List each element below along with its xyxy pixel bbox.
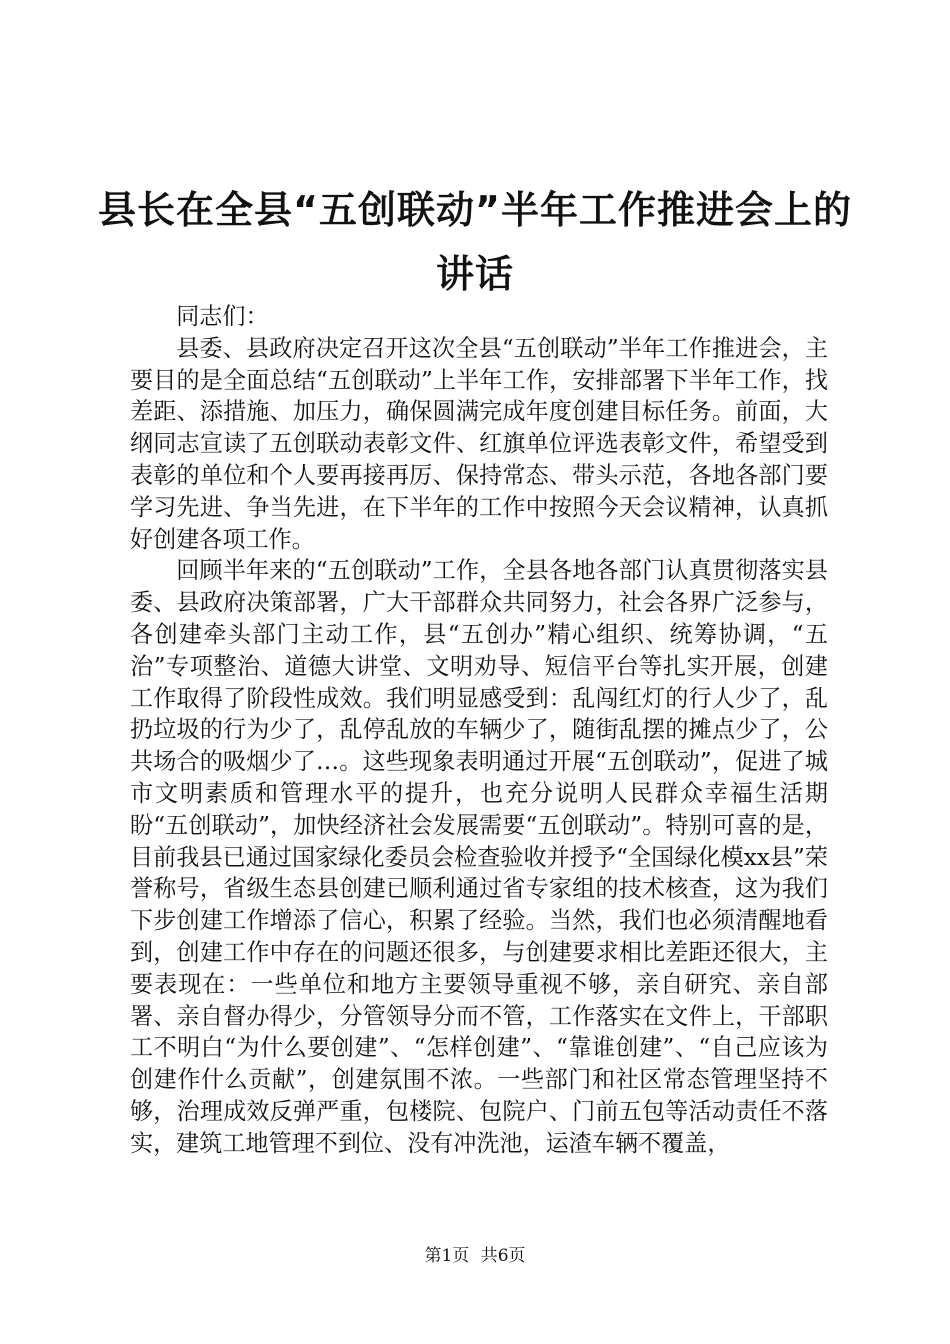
page-number: 第1页 bbox=[424, 1246, 470, 1266]
paragraph-1: 县委、县政府决定召开这次全县“五创联动”半年工作推进会，主要目的是全面总结“五创联动”上半年工作，安排部署下半年工作，找差距、添措施、加压力，确保圆满完成年度创建目标任务。前面，大纲同志宣读了五创联动表彰文件、红旗单位评选表彰文件，希望受到表彰的单位和个人要再接再厉、保持常态、带头示范，各地各部门要学习先进、争当先进，在下半年的工作中按照今天会议精神，认真抓好创建各项工作。 bbox=[130, 335, 828, 553]
paragraph-2: 回顾半年来的“五创联动”工作，全县各地各部门认真贯彻落实县委、县政府决策部署，广大干部群众共同努力，社会各界广泛参与，各创建牵头部门主动工作，县“五创办”精心组织、统筹协调，“五治”专项整治、道德大讲堂、文明劝导、短信平台等扎实开展，创建工作取得了阶段性成效。我们明显感受到：乱闯红灯的行人少了，乱扔垃圾的行为少了，乱停乱放的车辆少了，随街乱摆的摊点少了，公共场合的吸烟少了…。这些现象表明通过开展“五创联动”，促进了城市文明素质和管理水平的提升，也充分说明人民群众幸福生活期盼“五创联动”，加快经济社会发展需要“五创联动”。特别可喜的是，目前我县已通过国家绿化委员会检查验收并授予“全国绿化模xx县”荣誉称号，省级生态县创建已顺利通过省专家组的技术核查，这为我们下步创建工作增添了信心，积累了经验。当然，我们也必须清醒地看到，创建工作中存在的问题还很多，与创建要求相比差距还很大，主要表现在：一些单位和地方主要领导重视不够，亲自研究、亲自部署、亲自督办得少，分管领导分而不管，工作落实在文件上，干部职工不明白“为什么要创建”、“怎样创建”、“靠谁创建”、“自己应该为创建作什么贡献”，创建氛围不浓。一些部门和社区常态管理坚持不够，治理成效反弹严重，包楼院、包院户、门前五包等活动责任不落实，建筑工地管理不到位、没有冲洗池，运渣车辆不覆盖， bbox=[130, 558, 828, 1157]
document-body bbox=[130, 302, 828, 1161]
page-footer bbox=[0, 1245, 950, 1267]
salutation: 同志们： bbox=[176, 304, 269, 330]
document-title: 县长在全县“五创联动”半年工作推进会上的讲话 bbox=[98, 188, 852, 296]
page-total: 共6页 bbox=[480, 1246, 526, 1266]
